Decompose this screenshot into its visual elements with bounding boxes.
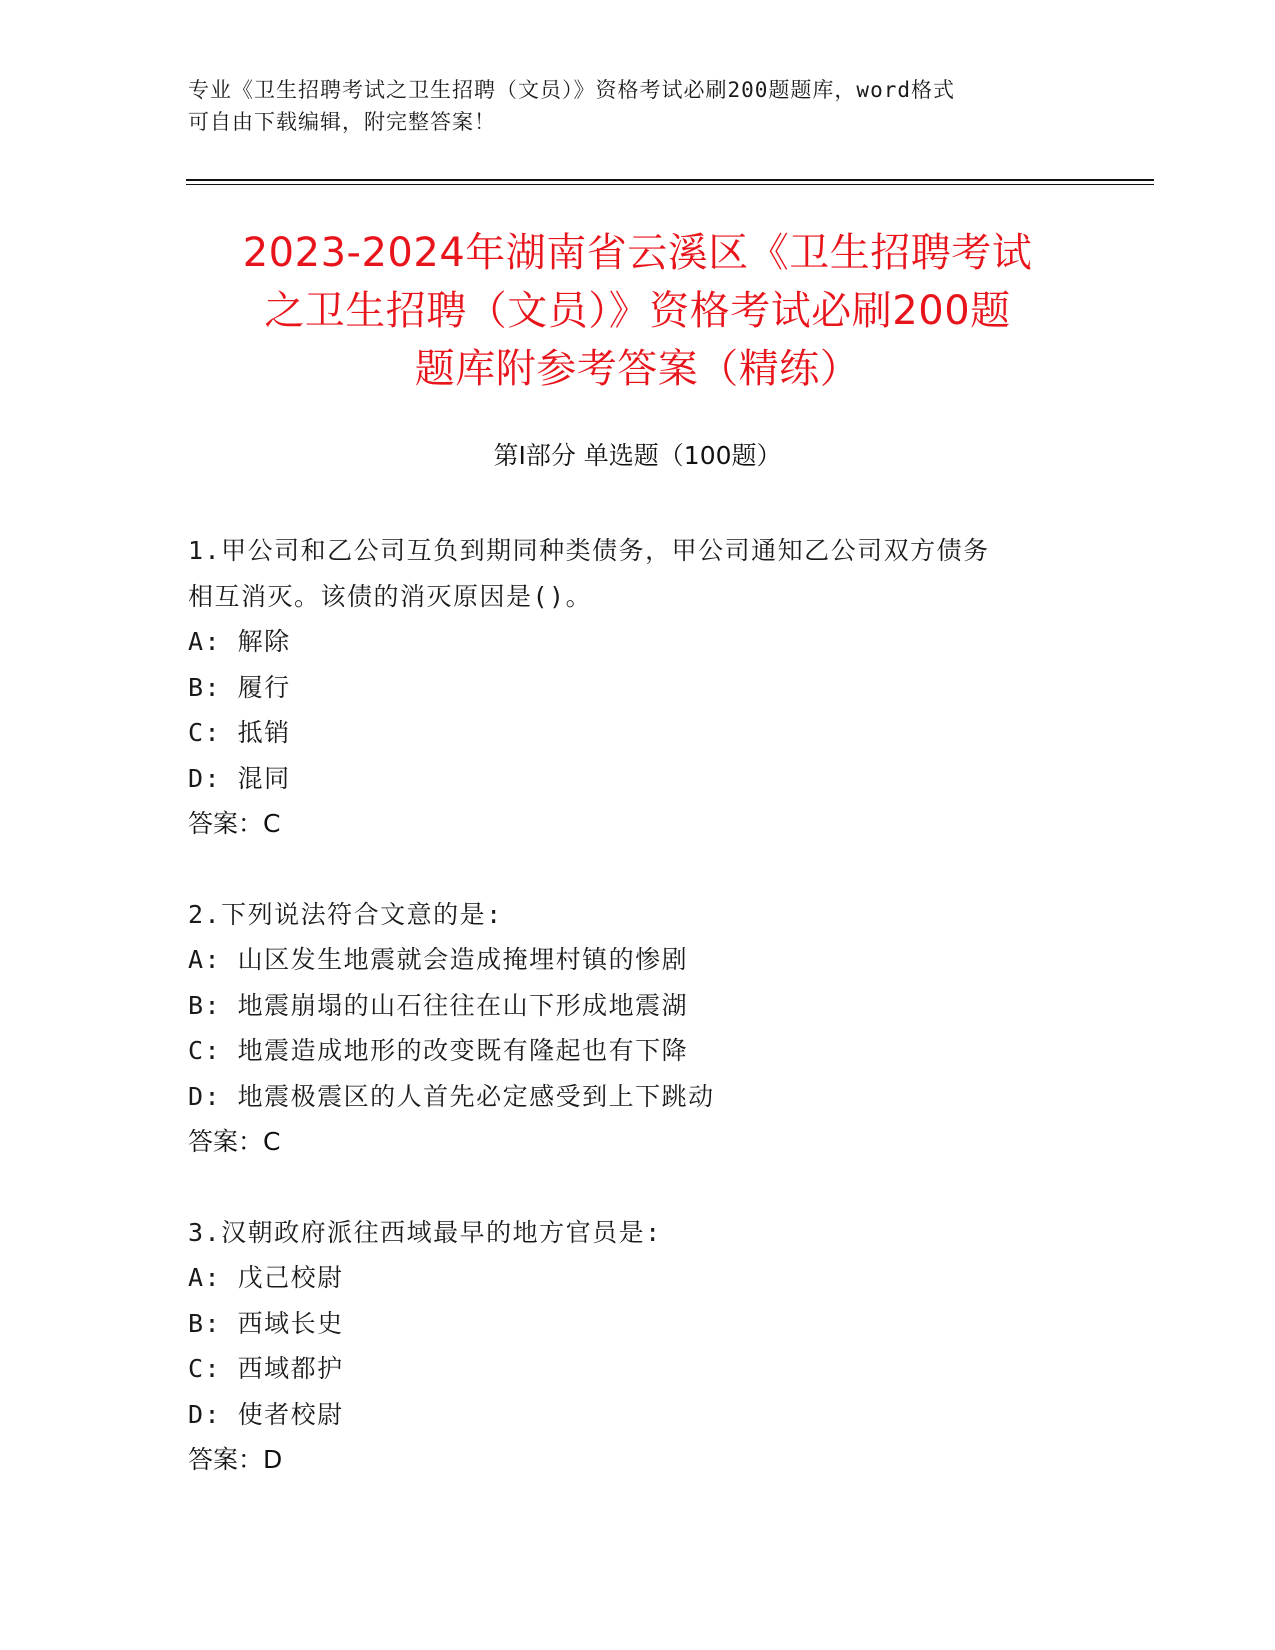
question-list [188, 528, 1088, 1483]
question-stem: 1.甲公司和乙公司互负到期同种类债务，甲公司通知乙公司双方债务 [188, 536, 990, 565]
answer-line: 答案：C [188, 1127, 281, 1156]
answer-line: 答案：C [188, 809, 281, 838]
option-c: C: 地震造成地形的改变既有隆起也有下降 [188, 1036, 689, 1065]
question-gap [188, 1165, 1088, 1210]
question-gap [188, 847, 1088, 892]
option-a: A: 解除 [188, 627, 291, 656]
title-line-1: 2023-2024年湖南省云溪区《卫生招聘考试 [242, 230, 1033, 276]
question-1 [188, 528, 1088, 847]
header-divider-thin [186, 184, 1154, 185]
option-d: D: 混同 [188, 763, 291, 793]
title-line-3: 题库附参考答案（精练） [414, 346, 861, 392]
document-title [170, 224, 1105, 398]
header-note-line-2: 可自由下载编辑，附完整答案！ [188, 110, 496, 134]
option-b: B: 西域长史 [188, 1308, 344, 1338]
question-stem: 2.下列说法符合文意的是: [188, 899, 503, 929]
question-3 [188, 1210, 1088, 1483]
option-d: D: 使者校尉 [188, 1399, 344, 1429]
header-note [188, 74, 1068, 138]
section-heading: 第Ⅰ部分 单选题（100题） [493, 441, 782, 470]
option-a: A: 山区发生地震就会造成掩埋村镇的惨剧 [188, 945, 689, 974]
option-c: C: 西域都护 [188, 1354, 344, 1383]
title-line-2: 之卫生招聘（文员）》资格考试必刷200题 [264, 288, 1011, 334]
answer-line: 答案：D [188, 1445, 283, 1474]
header-note-line-1: 专业《卫生招聘考试之卫生招聘（文员）》资格考试必刷200题题库，word格式 [188, 78, 955, 102]
question-stem-continued: 相互消灭。该债的消灭原因是()。 [188, 581, 593, 611]
option-c: C: 抵销 [188, 718, 291, 747]
header-divider-thick [186, 179, 1154, 181]
question-2 [188, 892, 1088, 1165]
option-d: D: 地震极震区的人首先必定感受到上下跳动 [188, 1081, 715, 1111]
option-a: A: 戊己校尉 [188, 1263, 344, 1292]
question-stem: 3.汉朝政府派往西域最早的地方官员是: [188, 1217, 662, 1247]
option-b: B: 地震崩塌的山石往往在山下形成地震湖 [188, 990, 689, 1020]
option-b: B: 履行 [188, 672, 291, 702]
